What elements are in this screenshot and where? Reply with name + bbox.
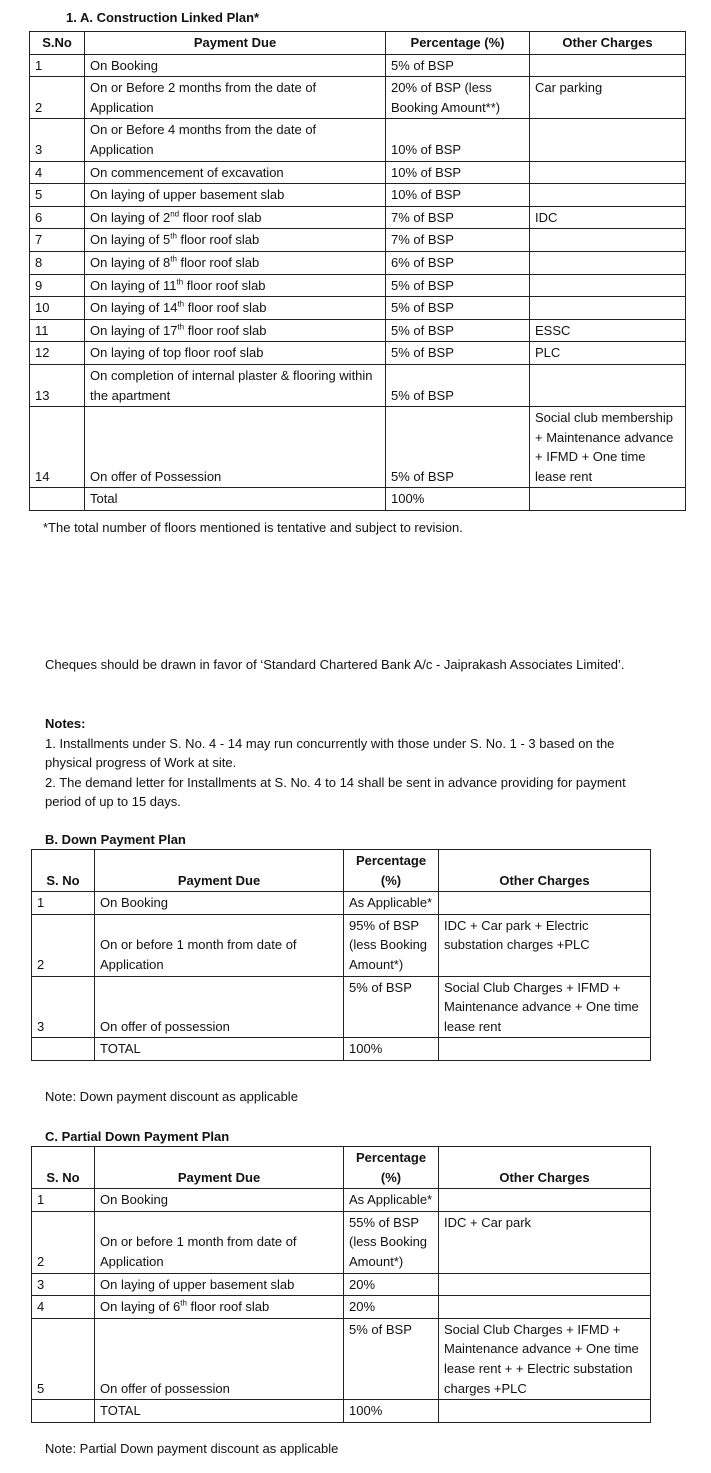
- col-header-payment-due: Payment Due: [95, 1147, 344, 1189]
- cell-other-charges: [439, 892, 651, 915]
- due-text: floor roof slab: [186, 1299, 270, 1315]
- table-header-row: [32, 1147, 651, 1189]
- cell-other-charges: [530, 54, 686, 77]
- notes-section: [45, 714, 655, 812]
- cell-payment-due: On Booking: [95, 892, 344, 915]
- cell-percentage: As Applicable*: [344, 892, 439, 915]
- cell-other-charges: IDC + Car park: [439, 1211, 651, 1273]
- total-label: TOTAL: [95, 1038, 344, 1061]
- ordinal-suffix: th: [180, 1298, 187, 1308]
- total-pct: 100%: [344, 1038, 439, 1061]
- cell-sno: 2: [30, 77, 85, 119]
- ordinal-suffix: th: [170, 232, 177, 242]
- cell-other-charges: IDC + Car park + Electric substation charges +PLC: [439, 914, 651, 976]
- table-row: [30, 206, 686, 229]
- cell-other-charges: [530, 229, 686, 252]
- cell-payment-due: On commencement of excavation: [85, 161, 386, 184]
- table-header-row: [32, 850, 651, 892]
- due-text: floor roof slab: [184, 300, 267, 316]
- cell-percentage: 20%: [344, 1296, 439, 1319]
- plan-c-title: C. Partial Down Payment Plan: [45, 1129, 230, 1144]
- cell-other-charges: IDC: [530, 206, 686, 229]
- col-header-other-charges: Other Charges: [439, 1147, 651, 1189]
- cell-payment-due: On laying of upper basement slab: [95, 1273, 344, 1296]
- cell-sno: 7: [30, 229, 85, 252]
- col-header-other-charges: Other Charges: [439, 850, 651, 892]
- cell-sno: 3: [32, 976, 95, 1038]
- cell-other-charges: [530, 184, 686, 207]
- cell-other-charges: [439, 1296, 651, 1319]
- table-row: [30, 161, 686, 184]
- table-row: [32, 1273, 651, 1296]
- col-header-sno: S.No: [30, 32, 85, 55]
- note-item: 1. Installments under S. No. 4 - 14 may run concurrently with those under S. No. 1 - 3 based on the physical progress of Work at site.: [45, 735, 615, 770]
- cell-sno: 4: [32, 1296, 95, 1319]
- cell-sno: 9: [30, 274, 85, 297]
- due-text: On laying of 8: [90, 254, 171, 270]
- col-header-sno: S. No: [32, 1147, 95, 1189]
- cell-sno: 3: [32, 1273, 95, 1296]
- cell-payment-due: On or Before 2 months from the date of Application: [85, 77, 386, 119]
- cell-sno: 1: [32, 892, 95, 915]
- cell-payment-due: [85, 229, 386, 252]
- table-row: [30, 364, 686, 406]
- plan-b-note: Note: Down payment discount as applicable: [45, 1089, 298, 1104]
- table-row: [30, 77, 686, 119]
- cell-percentage: 7% of BSP: [386, 206, 530, 229]
- total-row: [32, 1400, 651, 1423]
- cell-percentage: 5% of BSP: [386, 364, 530, 406]
- table-row: [30, 407, 686, 488]
- cell-payment-due: On Booking: [85, 54, 386, 77]
- cell-sno: 6: [30, 206, 85, 229]
- cell-other-charges: Social club membership + Maintenance advance + IFMD + One time lease rent: [530, 407, 686, 488]
- cell-percentage: 20%: [344, 1273, 439, 1296]
- cell-sno: 4: [30, 161, 85, 184]
- cell-other-charges: ESSC: [530, 319, 686, 342]
- table-row: [30, 342, 686, 365]
- cell-percentage: 5% of BSP: [386, 297, 530, 320]
- cell-sno: 11: [30, 319, 85, 342]
- cell-sno: 1: [30, 54, 85, 77]
- cell-sno: 8: [30, 251, 85, 274]
- cell-percentage: 20% of BSP (less Booking Amount**): [386, 77, 530, 119]
- cell-payment-due: On offer of possession: [95, 1318, 344, 1399]
- cell-sno: 13: [30, 364, 85, 406]
- due-text: floor roof slab: [179, 209, 262, 225]
- cell-payment-due: [85, 274, 386, 297]
- cell-percentage: 10% of BSP: [386, 161, 530, 184]
- table-row: [32, 1211, 651, 1273]
- cell-percentage: 5% of BSP: [386, 407, 530, 488]
- cell-payment-due: [85, 297, 386, 320]
- cell-payment-due: [95, 1296, 344, 1319]
- ordinal-suffix: th: [176, 277, 184, 287]
- total-label: TOTAL: [95, 1400, 344, 1423]
- cell-payment-due: On Booking: [95, 1189, 344, 1212]
- cell-payment-due: [85, 251, 386, 274]
- table-row: [30, 274, 686, 297]
- table-row: [32, 892, 651, 915]
- cell-payment-due: On offer of possession: [95, 976, 344, 1038]
- cell-sno: 5: [30, 184, 85, 207]
- cell-percentage: 7% of BSP: [386, 229, 530, 252]
- ordinal-suffix: nd: [170, 209, 180, 219]
- table-row: [32, 976, 651, 1038]
- due-text: floor roof slab: [183, 277, 266, 293]
- cell-percentage: 5% of BSP: [386, 319, 530, 342]
- due-text: On laying of 14: [90, 300, 178, 316]
- cell-other-charges: [530, 364, 686, 406]
- plan-a-footnote: *The total number of floors mentioned is tentative and subject to revision.: [43, 520, 463, 535]
- table-row: [30, 319, 686, 342]
- cell-other-charges: Social Club Charges + IFMD + Maintenance advance + One time lease rent: [439, 976, 651, 1038]
- cell-sno: 12: [30, 342, 85, 365]
- cell-payment-due: [85, 206, 386, 229]
- cell-sno: 5: [32, 1318, 95, 1399]
- cell-other-charges: Social Club Charges + IFMD + Maintenance advance + One time lease rent + + Electric substation charges +PLC: [439, 1318, 651, 1399]
- cell-payment-due: On laying of upper basement slab: [85, 184, 386, 207]
- plan-b-title: B. Down Payment Plan: [45, 832, 186, 847]
- cell-payment-due: On or before 1 month from date of Application: [95, 1211, 344, 1273]
- due-text: floor roof slab: [176, 232, 260, 248]
- total-pct: 100%: [344, 1400, 439, 1423]
- ordinal-suffix: th: [170, 254, 177, 264]
- cell-other-charges: [530, 251, 686, 274]
- cell-sno: 2: [32, 914, 95, 976]
- total-row: [30, 488, 686, 511]
- col-header-payment-due: Payment Due: [85, 32, 386, 55]
- cell-other-charges: [530, 161, 686, 184]
- cell-other-charges: [439, 1189, 651, 1212]
- cell-percentage: As Applicable*: [344, 1189, 439, 1212]
- plan-c-note: Note: Partial Down payment discount as applicable: [45, 1441, 339, 1456]
- cell-percentage: 5% of BSP: [386, 342, 530, 365]
- cell-percentage: 5% of BSP: [344, 976, 439, 1038]
- cell-percentage: 10% of BSP: [386, 184, 530, 207]
- table-row: [32, 1318, 651, 1399]
- due-text: On laying of 5: [90, 232, 171, 248]
- cell-payment-due: On or Before 4 months from the date of Application: [85, 119, 386, 161]
- ordinal-suffix: th: [177, 299, 185, 309]
- plan-c-table: [31, 1146, 651, 1423]
- table-row: [30, 229, 686, 252]
- cell-sno: 2: [32, 1211, 95, 1273]
- table-row: [30, 54, 686, 77]
- col-header-other-charges: Other Charges: [530, 32, 686, 55]
- table-row: [32, 914, 651, 976]
- table-row: [30, 297, 686, 320]
- plan-a-title: 1. A. Construction Linked Plan*: [66, 10, 260, 25]
- total-row: [32, 1038, 651, 1061]
- cell-other-charges: [530, 274, 686, 297]
- due-text: On laying of 17: [90, 322, 178, 338]
- cell-payment-due: On offer of Possession: [85, 407, 386, 488]
- cell-percentage: 55% of BSP (less Booking Amount*): [344, 1211, 439, 1273]
- plan-a-table: [29, 31, 686, 511]
- cell-percentage: 6% of BSP: [386, 251, 530, 274]
- col-header-payment-due: Payment Due: [95, 850, 344, 892]
- cell-payment-due: On or before 1 month from date of Application: [95, 914, 344, 976]
- cell-payment-due: On laying of top floor roof slab: [85, 342, 386, 365]
- total-label: Total: [85, 488, 386, 511]
- cell-other-charges: [530, 297, 686, 320]
- due-text: On laying of 2: [90, 209, 171, 225]
- cell-sno: 14: [30, 407, 85, 488]
- col-header-sno: S. No: [32, 850, 95, 892]
- due-text: On laying of 6: [100, 1299, 181, 1315]
- col-header-percentage: Percentage (%): [386, 32, 530, 55]
- table-row: [32, 1296, 651, 1319]
- cell-sno: 1: [32, 1189, 95, 1212]
- cheque-note: Cheques should be drawn in favor of ‘Standard Chartered Bank A/c - Jaiprakash Associates Limited’.: [45, 657, 625, 672]
- total-pct: 100%: [386, 488, 530, 511]
- col-header-percentage: Percentage (%): [344, 1147, 439, 1189]
- cell-other-charges: [530, 119, 686, 161]
- cell-percentage: 5% of BSP: [344, 1318, 439, 1399]
- table-row: [30, 184, 686, 207]
- cell-payment-due: On completion of internal plaster & flooring within the apartment: [85, 364, 386, 406]
- note-item: 2. The demand letter for Installments at S. No. 4 to 14 shall be sent in advance providing for payment period of up to 15 days.: [45, 774, 626, 809]
- col-header-percentage: Percentage (%): [344, 850, 439, 892]
- cell-other-charges: Car parking: [530, 77, 686, 119]
- due-text: On laying of 11: [90, 277, 177, 293]
- cell-sno: 10: [30, 297, 85, 320]
- due-text: floor roof slab: [176, 254, 260, 270]
- cell-percentage: 5% of BSP: [386, 54, 530, 77]
- cell-percentage: 95% of BSP (less Booking Amount*): [344, 914, 439, 976]
- table-header-row: [30, 32, 686, 55]
- table-row: [30, 251, 686, 274]
- due-text: floor roof slab: [184, 322, 267, 338]
- table-row: [30, 119, 686, 161]
- cell-payment-due: [85, 319, 386, 342]
- notes-heading: Notes:: [45, 716, 86, 731]
- cell-percentage: 10% of BSP: [386, 119, 530, 161]
- cell-percentage: 5% of BSP: [386, 274, 530, 297]
- plan-b-table: [31, 849, 651, 1061]
- cell-sno: 3: [30, 119, 85, 161]
- ordinal-suffix: th: [177, 322, 185, 332]
- cell-other-charges: PLC: [530, 342, 686, 365]
- cell-other-charges: [439, 1273, 651, 1296]
- table-row: [32, 1189, 651, 1212]
